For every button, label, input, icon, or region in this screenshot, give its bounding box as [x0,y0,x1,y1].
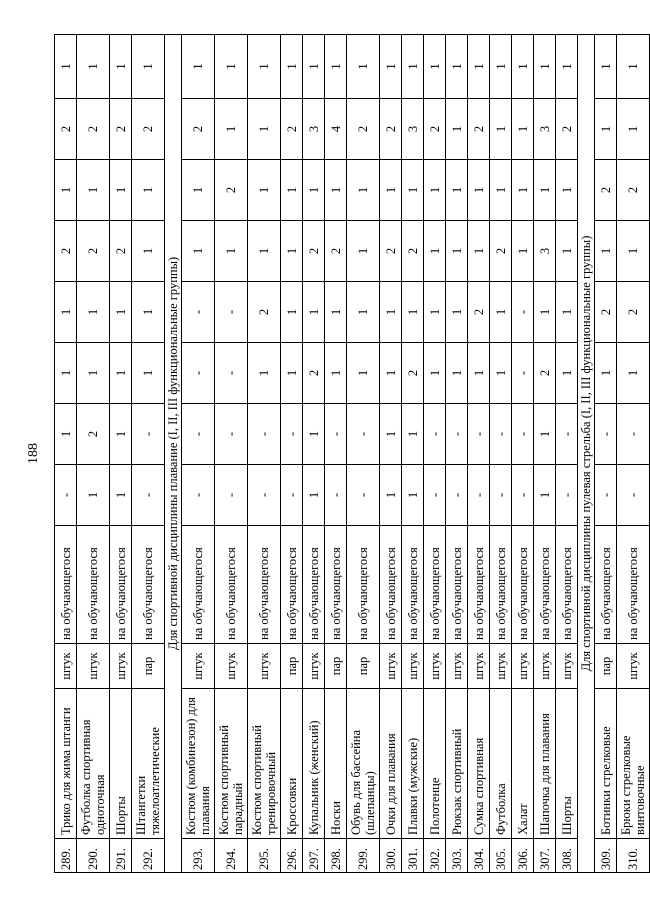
value-cell: 1 [380,282,402,343]
table-row [347,35,380,873]
value-cell: 1 [325,35,347,99]
value-cell: 1 [55,160,77,221]
unit: штук [446,644,468,689]
table-row [617,35,650,873]
row-number: 300. [380,839,402,873]
unit: штук [534,644,556,689]
value-cell: 2 [380,99,402,160]
unit: штук [248,644,281,689]
table-row [248,35,281,873]
item-name: Полотенце [424,689,446,839]
issue-basis: на обучающегося [402,526,424,644]
table-row [595,35,617,873]
value-cell: 1 [182,160,215,221]
value-cell: 1 [215,221,248,282]
item-name: Штангетки тяжелоатлетические [132,689,165,839]
value-cell: 1 [534,465,556,526]
row-number: 289. [55,839,77,873]
value-cell: 1 [303,282,325,343]
value-cell: 1 [512,35,534,99]
item-name: Плавки (мужские) [402,689,424,839]
value-cell: 1 [347,35,380,99]
value-cell: 1 [55,282,77,343]
value-cell: 1 [248,160,281,221]
value-cell: 1 [281,221,303,282]
value-cell: - [512,404,534,465]
row-number: 291. [110,839,132,873]
issue-basis: на обучающегося [512,526,534,644]
value-cell: 1 [248,343,281,404]
value-cell: - [182,404,215,465]
value-cell: 1 [468,160,490,221]
item-name: Халат [512,689,534,839]
value-cell: 1 [617,343,650,404]
value-cell: 1 [617,99,650,160]
value-cell: 2 [182,99,215,160]
value-cell: 1 [402,465,424,526]
value-cell: 1 [446,343,468,404]
unit: пар [595,644,617,689]
table-row [55,35,77,873]
unit: штук [110,644,132,689]
value-cell: 1 [556,35,578,99]
value-cell: 1 [446,35,468,99]
value-cell: 1 [556,343,578,404]
row-number: 297. [303,839,325,873]
unit: штук [617,644,650,689]
value-cell: 1 [303,160,325,221]
item-name: Трико для жима штанги [55,689,77,839]
value-cell: 1 [402,35,424,99]
value-cell: - [468,404,490,465]
value-cell: - [215,343,248,404]
value-cell: 1 [110,343,132,404]
row-number: 302. [424,839,446,873]
value-cell: 1 [132,35,165,99]
rotated-table-area [26,34,647,873]
row-number: 301. [402,839,424,873]
value-cell: 1 [110,465,132,526]
item-name: Рюкзак спортивный [446,689,468,839]
table-row [281,35,303,873]
value-cell: 1 [490,343,512,404]
value-cell: - [248,465,281,526]
unit: штук [424,644,446,689]
value-cell: 1 [595,343,617,404]
value-cell: 2 [110,221,132,282]
row-number: 292. [132,839,165,873]
issue-basis: на обучающегося [380,526,402,644]
value-cell: 1 [380,404,402,465]
unit: штук [402,644,424,689]
row-number: 309. [595,839,617,873]
value-cell: 1 [490,282,512,343]
value-cell: 1 [556,221,578,282]
value-cell: - [182,282,215,343]
value-cell: - [325,465,347,526]
value-cell: 2 [595,160,617,221]
value-cell: 1 [534,404,556,465]
table-row [446,35,468,873]
value-cell: 2 [77,404,110,465]
issue-basis: на обучающегося [556,526,578,644]
issue-basis: на обучающегося [325,526,347,644]
item-name: Шорты [110,689,132,839]
table-row [402,35,424,873]
value-cell: 1 [424,282,446,343]
item-name: Шапочка для плавания [534,689,556,839]
value-cell: - [325,404,347,465]
value-cell: 1 [110,282,132,343]
issue-basis: на обучающегося [595,526,617,644]
row-number: 295. [248,839,281,873]
value-cell: - [347,404,380,465]
value-cell: 2 [468,99,490,160]
value-cell: - [595,404,617,465]
value-cell: 1 [380,160,402,221]
row-number: 298. [325,839,347,873]
table-row [534,35,556,873]
issue-basis: на обучающегося [55,526,77,644]
value-cell: - [132,465,165,526]
issue-basis: на обучающегося [110,526,132,644]
value-cell: 1 [347,343,380,404]
value-cell: 1 [512,99,534,160]
item-name: Купальник (женский) [303,689,325,839]
value-cell: 1 [534,35,556,99]
row-number: 299. [347,839,380,873]
value-cell: 1 [77,343,110,404]
value-cell: - [182,343,215,404]
value-cell: - [556,465,578,526]
row-number: 308. [556,839,578,873]
unit: штук [182,644,215,689]
value-cell: 2 [556,99,578,160]
value-cell: 2 [325,221,347,282]
item-name: Кроссовки [281,689,303,839]
value-cell: 1 [380,343,402,404]
row-number: 307. [534,839,556,873]
unit: штук [303,644,325,689]
issue-basis: на обучающегося [215,526,248,644]
value-cell: - [490,404,512,465]
value-cell: 1 [303,35,325,99]
unit: штук [556,644,578,689]
value-cell: 2 [303,221,325,282]
value-cell: - [490,465,512,526]
table-row [490,35,512,873]
value-cell: 1 [325,160,347,221]
section-header-row [578,35,595,873]
table-row [325,35,347,873]
value-cell: 1 [325,343,347,404]
unit: штук [468,644,490,689]
item-name: Футболка [490,689,512,839]
value-cell: 1 [248,35,281,99]
unit: пар [347,644,380,689]
value-cell: 1 [132,160,165,221]
issue-basis: на обучающегося [617,526,650,644]
value-cell: 2 [55,221,77,282]
value-cell: 1 [468,35,490,99]
item-name: Очки для плавания [380,689,402,839]
item-name: Ботинки стрелковые [595,689,617,839]
table-row [380,35,402,873]
value-cell: 1 [132,282,165,343]
value-cell: 2 [132,99,165,160]
value-cell: 1 [446,221,468,282]
value-cell: 1 [468,343,490,404]
item-name: Носки [325,689,347,839]
value-cell: 1 [77,160,110,221]
value-cell: - [468,465,490,526]
value-cell: 2 [281,99,303,160]
value-cell: 1 [347,160,380,221]
value-cell: 1 [490,35,512,99]
row-number: 306. [512,839,534,873]
item-name: Костюм спортивный тренировочный [248,689,281,839]
value-cell: 1 [215,35,248,99]
value-cell: - [556,404,578,465]
value-cell: 2 [110,99,132,160]
value-cell: 1 [556,160,578,221]
issue-basis: на обучающегося [182,526,215,644]
value-cell: 1 [402,282,424,343]
section-header-row [165,35,182,873]
section-title: Для спортивной дисциплины пулевая стрельба (I, II, III функциональные группы) [578,35,595,873]
value-cell: 3 [402,99,424,160]
table-row [512,35,534,873]
value-cell: 2 [490,221,512,282]
table-row [468,35,490,873]
value-cell: 2 [77,99,110,160]
issue-basis: на обучающегося [132,526,165,644]
value-cell: 1 [281,160,303,221]
row-number: 296. [281,839,303,873]
unit: штук [215,644,248,689]
unit: пар [325,644,347,689]
value-cell: - [182,465,215,526]
value-cell: 1 [55,404,77,465]
value-cell: - [215,404,248,465]
value-cell: 1 [617,221,650,282]
unit: штук [380,644,402,689]
value-cell: 1 [595,35,617,99]
value-cell: - [617,404,650,465]
value-cell: 3 [534,99,556,160]
value-cell: 1 [468,221,490,282]
value-cell: 2 [402,221,424,282]
value-cell: - [424,404,446,465]
issue-basis: на обучающегося [424,526,446,644]
value-cell: - [281,404,303,465]
issue-basis: на обучающегося [490,526,512,644]
value-cell: 2 [595,282,617,343]
row-number: 310. [617,839,650,873]
value-cell: 1 [77,35,110,99]
value-cell: 1 [490,99,512,160]
value-cell: 3 [534,221,556,282]
value-cell: 1 [424,35,446,99]
value-cell: 2 [617,160,650,221]
item-name: Костюм спортивный парадный [215,689,248,839]
value-cell: - [215,465,248,526]
item-name: Шорты [556,689,578,839]
value-cell: 1 [512,221,534,282]
value-cell: 1 [446,99,468,160]
unit: штук [512,644,534,689]
value-cell: 1 [347,282,380,343]
issue-basis: на обучающегося [248,526,281,644]
value-cell: 1 [446,160,468,221]
value-cell: - [595,465,617,526]
row-number: 290. [77,839,110,873]
issue-basis: на обучающегося [347,526,380,644]
value-cell: 1 [424,160,446,221]
value-cell: 1 [182,35,215,99]
value-cell: 1 [77,282,110,343]
value-cell: - [281,465,303,526]
value-cell: 4 [325,99,347,160]
row-number: 303. [446,839,468,873]
table-row [182,35,215,873]
issue-basis: на обучающегося [281,526,303,644]
value-cell: 1 [325,282,347,343]
table-row [424,35,446,873]
value-cell: 1 [490,160,512,221]
value-cell: 1 [132,221,165,282]
value-cell: - [424,465,446,526]
value-cell: 1 [182,221,215,282]
value-cell: 1 [595,99,617,160]
value-cell: - [446,465,468,526]
page-number: 188 [26,443,41,464]
row-number: 294. [215,839,248,873]
value-cell: - [347,465,380,526]
value-cell: 1 [446,282,468,343]
unit: штук [490,644,512,689]
value-cell: 1 [248,221,281,282]
value-cell: 1 [424,221,446,282]
item-name: Брюки стрелковые винтовочные [617,689,650,839]
value-cell: 1 [402,160,424,221]
value-cell: - [617,465,650,526]
issue-basis: на обучающегося [77,526,110,644]
item-name: Обувь для бассейна (шлепанцы) [347,689,380,839]
value-cell: 1 [77,465,110,526]
value-cell: - [215,282,248,343]
value-cell: 2 [347,99,380,160]
value-cell: 1 [424,343,446,404]
value-cell: 1 [55,343,77,404]
value-cell: 1 [281,282,303,343]
table-row [215,35,248,873]
value-cell: 2 [617,282,650,343]
value-cell: 2 [380,221,402,282]
value-cell: 1 [55,35,77,99]
value-cell: - [248,404,281,465]
table-row [303,35,325,873]
value-cell: - [132,404,165,465]
value-cell: 1 [281,35,303,99]
unit: штук [77,644,110,689]
table-row [110,35,132,873]
item-name: Футболка спортивная одноточная [77,689,110,839]
value-cell: - [55,465,77,526]
item-name: Сумка спортивная [468,689,490,839]
value-cell: 2 [77,221,110,282]
value-cell: 1 [534,282,556,343]
value-cell: 1 [534,160,556,221]
section-title: Для спортивной дисциплины плавание (I, II, III функциональные группы) [165,35,182,873]
table-row [77,35,110,873]
unit: пар [281,644,303,689]
value-cell: 1 [402,404,424,465]
value-cell: 1 [595,221,617,282]
unit: пар [132,644,165,689]
table-row [556,35,578,873]
row-number: 304. [468,839,490,873]
value-cell: 1 [281,343,303,404]
value-cell: 3 [303,99,325,160]
value-cell: - [446,404,468,465]
value-cell: - [512,282,534,343]
value-cell: 2 [55,99,77,160]
issue-basis: на обучающегося [446,526,468,644]
value-cell: 1 [556,282,578,343]
unit: штук [55,644,77,689]
value-cell: 1 [380,465,402,526]
value-cell: 2 [248,282,281,343]
issue-basis: на обучающегося [468,526,490,644]
value-cell: 1 [512,160,534,221]
issue-basis: на обучающегося [303,526,325,644]
row-number: 293. [182,839,215,873]
value-cell: 1 [110,160,132,221]
value-cell: 2 [424,99,446,160]
value-cell: 1 [132,343,165,404]
row-number: 305. [490,839,512,873]
value-cell: 1 [303,404,325,465]
value-cell: 2 [534,343,556,404]
issue-basis: на обучающегося [534,526,556,644]
value-cell: - [512,465,534,526]
value-cell: 1 [248,99,281,160]
value-cell: 2 [215,160,248,221]
value-cell: 1 [110,404,132,465]
value-cell: 2 [402,343,424,404]
equipment-table [54,34,650,873]
value-cell: 1 [110,35,132,99]
value-cell: 2 [303,343,325,404]
table-row [132,35,165,873]
value-cell: 2 [468,282,490,343]
value-cell: - [512,343,534,404]
value-cell: 1 [215,99,248,160]
value-cell: 1 [380,35,402,99]
value-cell: 1 [303,465,325,526]
item-name: Костюм (комбинезон) для плавания [182,689,215,839]
value-cell: 1 [617,35,650,99]
value-cell: 1 [347,221,380,282]
